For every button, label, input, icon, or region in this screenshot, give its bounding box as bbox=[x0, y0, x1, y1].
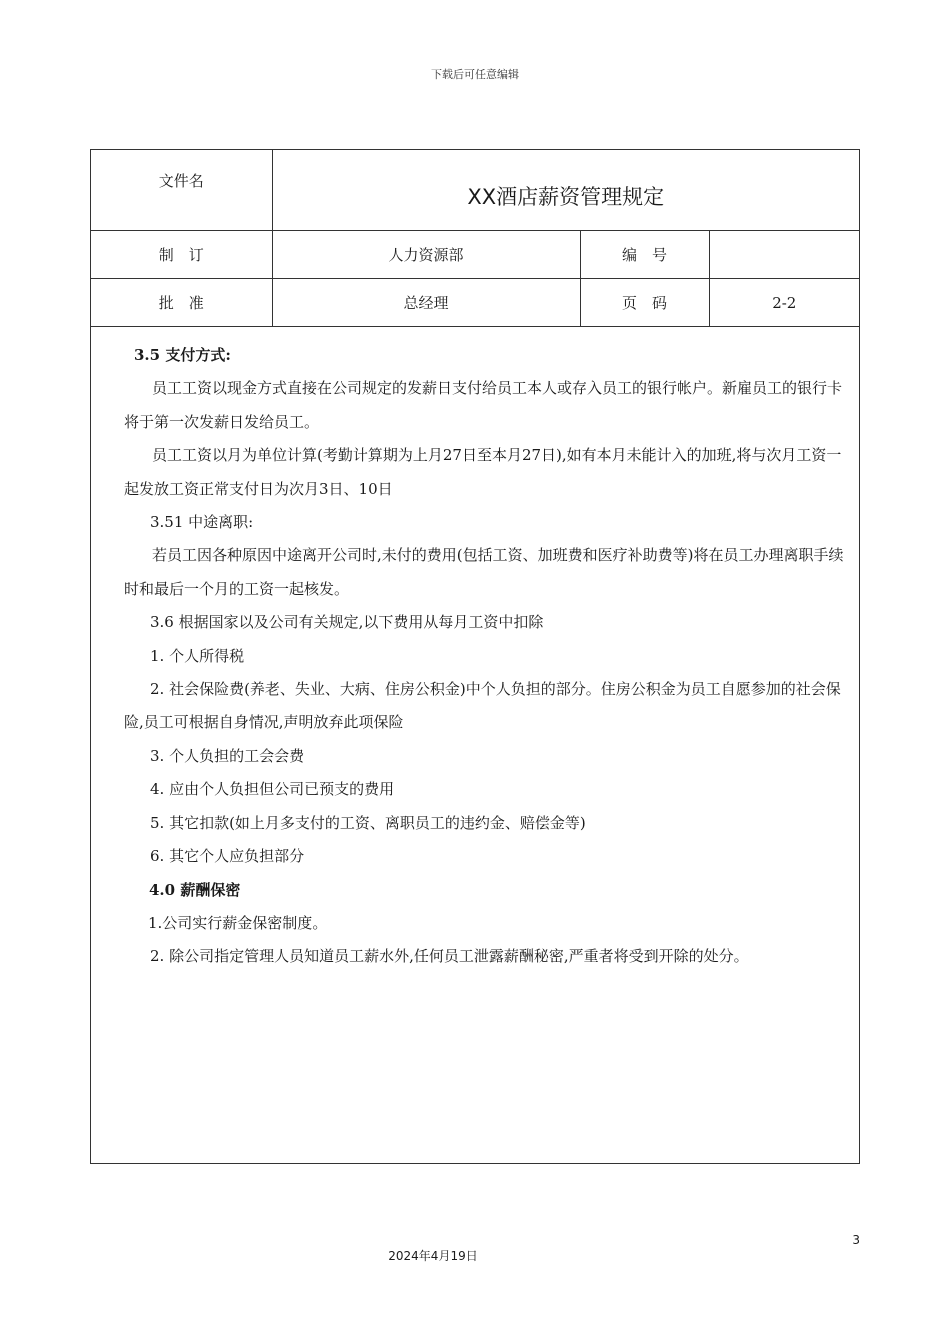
revised-value: 人力资源部 bbox=[272, 231, 580, 279]
page-label: 页 码 bbox=[580, 279, 709, 327]
section-3-5-paragraph-2: 员工工资以月为单位计算(考勤计算期为上月27日至本月27日),如有本月未能计入的加班,将与次月工资一起发放工资正常支付日为次月3日、10日 bbox=[124, 446, 842, 498]
list-item: 6. 其它个人应负担部分 bbox=[150, 847, 305, 866]
number-value bbox=[709, 231, 859, 279]
page-value: 2-2 bbox=[709, 279, 859, 327]
header-note: 下载后可任意编辑 bbox=[431, 68, 519, 81]
list-item: 5. 其它扣款(如上月多支付的工资、离职员工的违约金、赔偿金等) bbox=[150, 813, 586, 832]
approved-value: 总经理 bbox=[272, 279, 580, 327]
list-item: 4. 应由个人负担但公司已预支的费用 bbox=[150, 780, 395, 799]
number-label: 编 号 bbox=[580, 231, 709, 279]
document-body bbox=[91, 327, 859, 974]
document-frame bbox=[90, 149, 860, 1164]
list-item: 2. 社会保险费(养老、失业、大病、住房公积金)中个人负担的部分。住房公积金为员工自愿参加的社会保险,员工可根据自身情况,声明放弃此项保险 bbox=[124, 680, 841, 732]
section-3-5-paragraph-1: 员工工资以现金方式直接在公司规定的发薪日支付给员工本人或存入员工的银行帐户。新雇员工的银行卡将于第一次发薪日发给员工。 bbox=[124, 379, 843, 431]
file-name-label: 文件名 bbox=[91, 150, 272, 231]
section-3-5-heading: 3.5 支付方式: bbox=[134, 346, 231, 364]
section-3-6-heading: 3.6 根据国家以及公司有关规定,以下费用从每月工资中扣除 bbox=[150, 613, 544, 632]
list-item: 1.公司实行薪金保密制度。 bbox=[148, 913, 328, 932]
footer-date: 2024年4月19日 bbox=[388, 1249, 478, 1263]
section-3-51-paragraph: 若员工因各种原因中途离开公司时,未付的费用(包括工资、加班费和医疗补助费等)将在员工办理离职手续时和最后一个月的工资一起核发。 bbox=[124, 546, 844, 598]
list-item: 1. 个人所得税 bbox=[150, 646, 245, 665]
list-item: 2. 除公司指定管理人员知道员工薪水外,任何员工泄露薪酬秘密,严重者将受到开除的处分。 bbox=[150, 947, 749, 966]
meta-table bbox=[91, 150, 859, 327]
section-3-51-heading: 3.51 中途离职: bbox=[150, 513, 254, 532]
section-4-0-heading: 4.0 薪酬保密 bbox=[149, 880, 241, 899]
approved-label: 批 准 bbox=[91, 279, 272, 327]
list-item: 3. 个人负担的工会会费 bbox=[150, 746, 305, 765]
document-title: XX酒店薪资管理规定 bbox=[272, 150, 859, 231]
revised-label: 制 订 bbox=[91, 231, 272, 279]
page-number: 3 bbox=[852, 1233, 860, 1247]
